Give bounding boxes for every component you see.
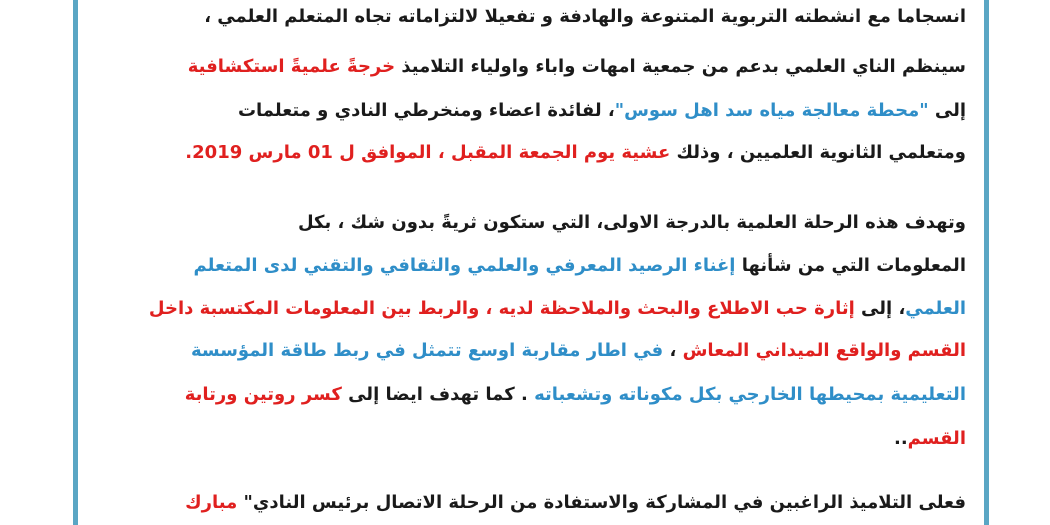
paragraph-line (149, 298, 966, 319)
highlight-red: خرجةً علميةً استكشافية (187, 56, 396, 77)
highlight-blue: التعليمية بمحيطها الخارجي بكل مكوناته وتشعباته (534, 384, 966, 405)
text-segment: ، لفائدة اعضاء ومنخرطي النادي و متعلمات (237, 100, 615, 121)
text-segment: انسجاما مع انشطته التربوية المتنوعة والهادفة و تفعيلا لالتزاماته تجاه المتعلم العلمي ، (204, 6, 966, 27)
paragraph-line (194, 255, 966, 276)
text-segment: ومتعلمي الثانوية العلميين ، وذلك (670, 142, 966, 163)
text-segment: . كما تهدف ايضا إلى (341, 384, 535, 405)
text-segment: ، إلى (854, 298, 906, 319)
text-segment: وتهدف هذه الرحلة العلمية بالدرجة الاولى، التي ستكون ثريةً بدون شك ، بكل (297, 212, 966, 233)
paragraph-line (238, 100, 966, 121)
paragraph-line (894, 428, 966, 449)
page-border-left (73, 0, 78, 525)
paragraph-line (185, 492, 966, 513)
paragraph-line (185, 384, 966, 405)
highlight-red: عشية يوم الجمعة المقبل ، الموافق ل 01 مارس 2019. (185, 142, 671, 163)
highlight-blue: "محطة معالجة مياه سد اهل سوس" (614, 100, 929, 121)
text-segment: سينظم الناي العلمي بدعم من جمعية امهات واباء واولياء التلاميذ (395, 56, 966, 77)
paragraph-line (204, 6, 966, 27)
paragraph-line (185, 142, 966, 163)
paragraph-line (188, 56, 966, 77)
page-border-right (984, 0, 989, 525)
highlight-blue: في اطار مقاربة اوسع تتمثل في ربط طاقة المؤسسة (190, 340, 664, 361)
text-segment: .. (893, 428, 908, 449)
highlight-blue: العلمي (905, 298, 966, 319)
text-segment: المعلومات التي من شأنها (735, 255, 966, 276)
text-segment: إلى (928, 100, 966, 121)
paragraph-line (298, 212, 966, 233)
text-segment: فعلى التلاميذ الراغبين في المشاركة والاستفادة من الرحلة الاتصال برئيس النادي" (237, 492, 966, 513)
highlight-red: القسم والواقع الميداني المعاش (676, 340, 966, 361)
highlight-red: مبارك (185, 492, 238, 513)
paragraph-line (191, 340, 966, 361)
highlight-blue: إغناء الرصيد المعرفي والعلمي والثقافي والتقني لدى المتعلم (193, 255, 736, 276)
text-segment: ، (663, 340, 677, 361)
highlight-red: القسم (907, 428, 966, 449)
highlight-red: إثارة حب الاطلاع والبحث والملاحظة لديه ، والربط بين المعلومات المكتسبة داخل (148, 298, 855, 319)
highlight-red: كسر روتين ورتابة (184, 384, 342, 405)
